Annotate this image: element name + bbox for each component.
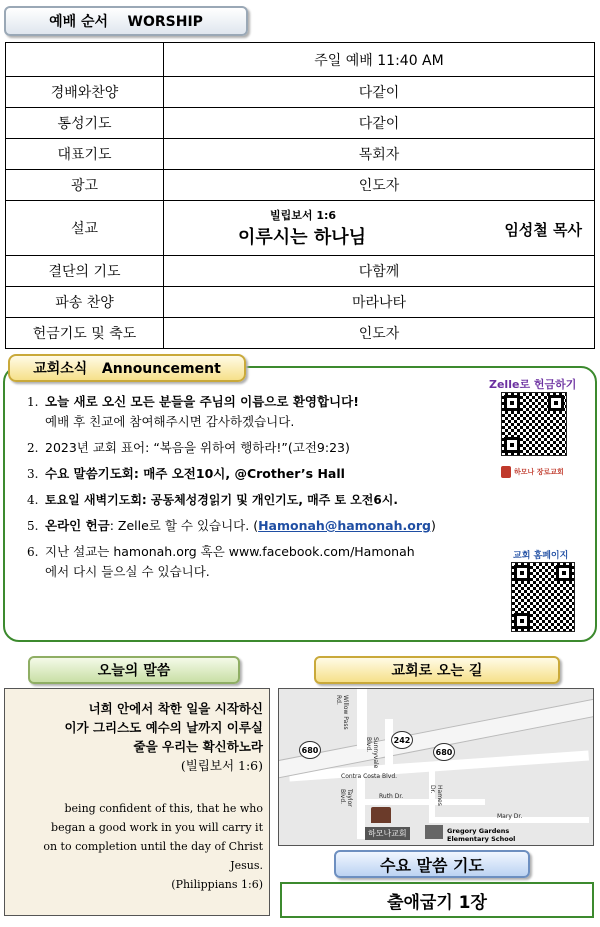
list-item: [27, 542, 492, 582]
announcement-heading-text: 교회소식 Announcement: [33, 361, 221, 377]
verse-heading-text: 오늘의 말씀: [97, 663, 171, 679]
homepage-label: 교회 홈페이지: [513, 551, 569, 561]
announcement-list: [27, 392, 492, 588]
verse-box: [4, 688, 270, 916]
list-item: [27, 464, 492, 484]
item-text: 지난 설교는 hamonah.org 혹은 www.facebook.com/Hamonah: [45, 544, 415, 559]
item-number: 5.: [27, 519, 39, 533]
table-row-item: 헌금기도 및 축도: [6, 318, 164, 349]
church-label: 하모나교회: [365, 827, 410, 840]
item-text: 온라인 헌금: [45, 518, 110, 533]
announcement-heading: [8, 354, 246, 382]
item-text: 토요일 새벽기도회: 공동체성경읽기 및 개인기도, 매주 토 오전6시.: [45, 493, 398, 507]
announcements-box: [3, 366, 597, 642]
table-row-item: 통성기도: [6, 108, 164, 139]
hwy-242-shield: 242: [391, 731, 413, 749]
list-item: [27, 490, 492, 510]
item-text: 2023년 교회 표어: “복음을 위하여 행하라!”(고전9:23): [45, 440, 350, 455]
verse-english-line: began a good work in you will carry it: [51, 821, 263, 834]
item-number: 4.: [27, 493, 39, 507]
map-label: Taylor Blvd.: [339, 789, 353, 807]
table-row-value: 다함께: [164, 256, 595, 287]
wednesday-box: [280, 882, 594, 918]
table-row-item: 경배와찬양: [6, 77, 164, 108]
item-number: 3.: [27, 467, 39, 481]
map-label: Contra Costa Blvd.: [341, 773, 398, 780]
table-row-item: 결단의 기도: [6, 256, 164, 287]
item-number: 1.: [27, 395, 39, 409]
homepage-qr-code[interactable]: [511, 562, 575, 632]
item-text: 오늘 새로 오신 모든 분들을 주님의 이름으로 환영합니다!: [45, 394, 359, 409]
wednesday-heading-text: 수요 말씀 기도: [380, 855, 484, 875]
verse-english: [43, 799, 263, 894]
table-row-value: 인도자: [164, 170, 595, 201]
map-label: Hames Dr.: [429, 785, 443, 806]
item-text-2: 에서 다시 들으실 수 있습니다.: [45, 564, 210, 579]
table-row-value: 다같이: [164, 77, 595, 108]
church-marker-icon: [371, 807, 391, 823]
verse-english-ref: (Philippians 1:6): [171, 878, 263, 891]
map-label: Ruth Dr.: [379, 793, 404, 800]
zelle-qr-code[interactable]: [501, 392, 567, 456]
verse-korean-line: 이가 그리스도 예수의 날까지 이루실: [64, 720, 263, 735]
table-row-value: 인도자: [164, 318, 595, 349]
service-time: 주일 예배 11:40 AM: [164, 43, 595, 77]
verse-korean-line: 너희 안에서 착한 일을 시작하신: [88, 701, 263, 716]
table-row-item: 대표기도: [6, 139, 164, 170]
school-marker-icon: [425, 825, 443, 839]
item-text-2: 예배 후 친교에 참여해주시면 감사하겠습니다.: [45, 414, 295, 429]
wednesday-text: 출애굽기 1장: [387, 892, 487, 913]
verse-korean-ref: (빌립보서 1:6): [180, 758, 263, 773]
worship-heading: [4, 6, 248, 36]
verse-heading: [28, 656, 240, 684]
table-row-item: 광고: [6, 170, 164, 201]
list-item: [27, 392, 492, 432]
item-text: 수요 말씀기도회: 매주 오전10시, @Crother’s Hall: [45, 466, 345, 481]
table-row-value: 목회자: [164, 139, 595, 170]
email-link[interactable]: Hamonah@hamonah.org: [258, 518, 431, 533]
list-item: [27, 438, 492, 458]
zelle-label: Zelle로 헌금하기: [489, 378, 577, 391]
list-item: [27, 516, 492, 536]
verse-korean: [64, 699, 263, 775]
sermon-item: 설교: [6, 201, 164, 256]
map-label: Sunnyvale Blvd.: [365, 737, 379, 769]
table-row-item: 파송 찬양: [6, 287, 164, 318]
hwy-680-shield: 680: [299, 741, 321, 759]
verse-english-line: on to completion until the day of Christ: [43, 840, 263, 853]
item-text-c: ): [430, 518, 436, 533]
sermon-title: 이루시는 하나님: [238, 227, 366, 248]
church-logo-icon: [501, 464, 571, 480]
directions-map[interactable]: [278, 688, 594, 846]
table-row-value: 마라나타: [164, 287, 595, 318]
directions-heading: [314, 656, 560, 684]
directions-heading-text: 교회로 오는 길: [391, 663, 483, 679]
verse-english-line: Jesus.: [230, 859, 263, 872]
worship-order-table: [5, 42, 595, 349]
worship-heading-text: 예배 순서 WORSHIP: [49, 14, 203, 30]
verse-korean-line: 줄을 우리는 확신하노라: [133, 739, 263, 754]
item-text-b: : Zelle로 할 수 있습니다. (: [109, 518, 259, 533]
sermon-scripture: 빌립보서 1:6: [270, 209, 337, 222]
table-row-value: 다같이: [164, 108, 595, 139]
map-label: Mary Dr.: [497, 813, 523, 820]
church-logo-caption: 하모나 장로교회: [514, 468, 564, 476]
item-number: 2.: [27, 441, 39, 455]
table-cell: [6, 43, 164, 77]
sermon-cell: [164, 201, 595, 256]
sermon-preacher: 임성철 목사: [504, 221, 582, 239]
verse-english-line: being confident of this, that he who: [64, 802, 263, 815]
hwy-680-shield: 680: [433, 743, 455, 761]
map-label: Willow Pass Rd.: [335, 695, 349, 730]
wednesday-heading: [334, 850, 530, 878]
item-number: 6.: [27, 545, 39, 559]
school-label: Gregory Gardens Elementary School: [447, 827, 516, 843]
